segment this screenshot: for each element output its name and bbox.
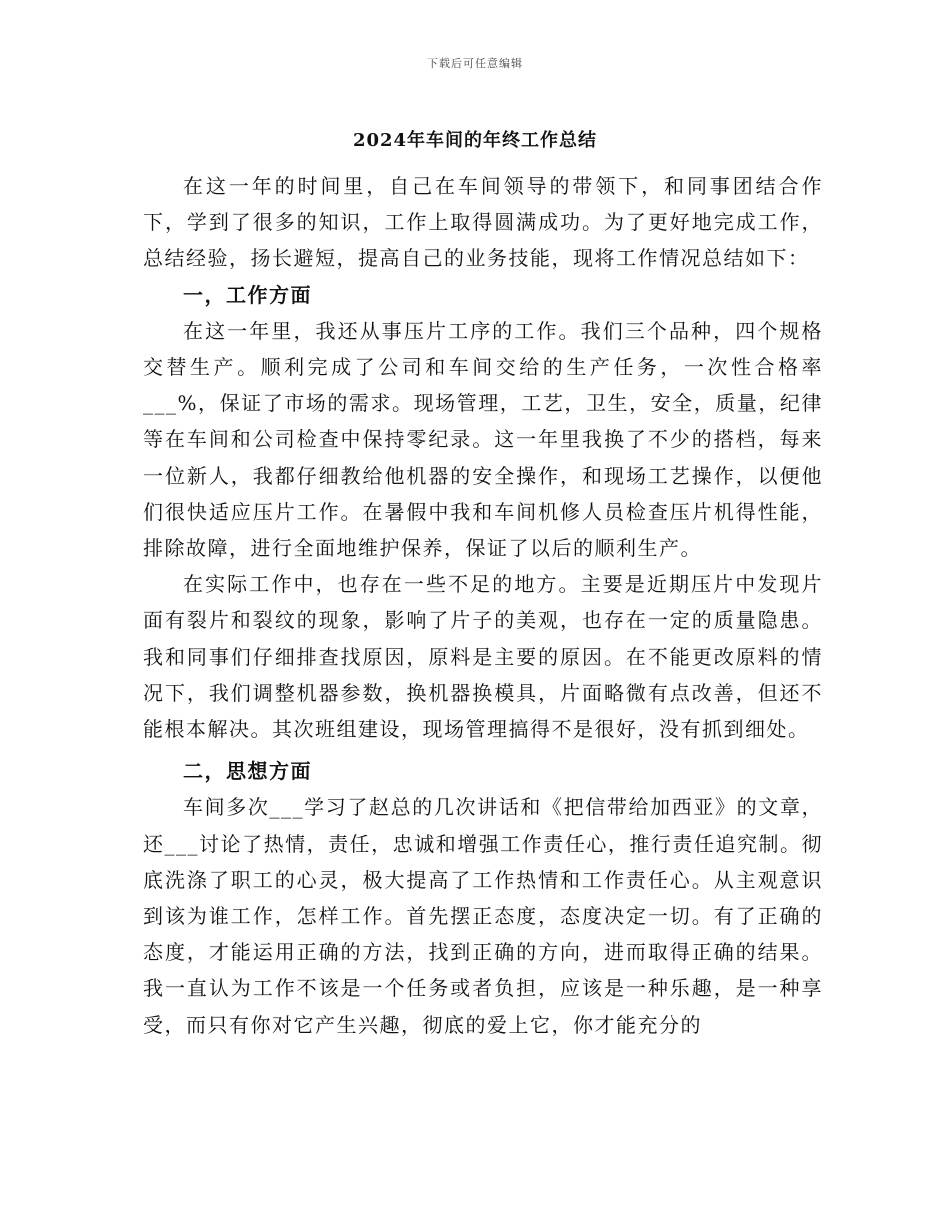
intro-paragraph: 在这一年的时间里，自己在车间领导的带领下，和同事团结合作下，学到了很多的知识，工作上取得圆满成功。为了更好地完成工作，总结经验，扬长避短，提高自己的业务技能，现将工作情况总结如下： <box>143 174 823 271</box>
section1-paragraph-1: 在这一年里，我还从事压片工序的工作。我们三个品种，四个规格交替生产。顺利完成了公司和车间交给的生产任务，一次性合格率___%，保证了市场的需求。现场管理，工艺，卫生，安全，质量，纪律等在车间和公司检查中保持零纪录。这一年里我换了不少的搭档，每来一位新人，我都仔细教给他机器的安全操作，和现场工艺操作，以便他们很快适应压片工作。在暑假中我和车间机修人员检查压片机得性能，排除故障，进行全面地维护保养，保证了以后的顺利生产。 <box>143 318 823 561</box>
document-title: 2024年车间的年终工作总结 <box>352 130 598 151</box>
section-heading-work: 一，工作方面 <box>183 282 312 307</box>
document-body <box>143 168 823 1043</box>
header-note: 下载后可任意编辑 <box>427 57 523 70</box>
section1-paragraph-2: 在实际工作中，也存在一些不足的地方。主要是近期压片中发现片面有裂片和裂纹的现象，影响了片子的美观，也存在一定的质量隐患。我和同事们仔细排查找原因，原料是主要的原因。在不能更改原料的情况下，我们调整机器参数，换机器换模具，片面略微有点改善，但还不能根本解决。其次班组建设，现场管理搞得不是很好，没有抓到细处。 <box>143 572 823 742</box>
section-heading-thought: 二，思想方面 <box>183 759 312 784</box>
section2-paragraph-1: 车间多次___学习了赵总的几次讲话和《把信带给加西亚》的文章，还___讨论了热情，责任，忠诚和增强工作责任心，推行责任追究制。彻底洗涤了职工的心灵，极大提高了工作热情和工作责任心。从主观意识到该为谁工作，怎样工作。首先摆正态度，态度决定一切。有了正确的态度，才能运用正确的方法，找到正确的方向，进而取得正确的结果。我一直认为工作不该是一个任务或者负担，应该是一种乐趣，是一种享受，而只有你对它产生兴趣，彻底的爱上它，你才能充分的 <box>143 795 823 1037</box>
